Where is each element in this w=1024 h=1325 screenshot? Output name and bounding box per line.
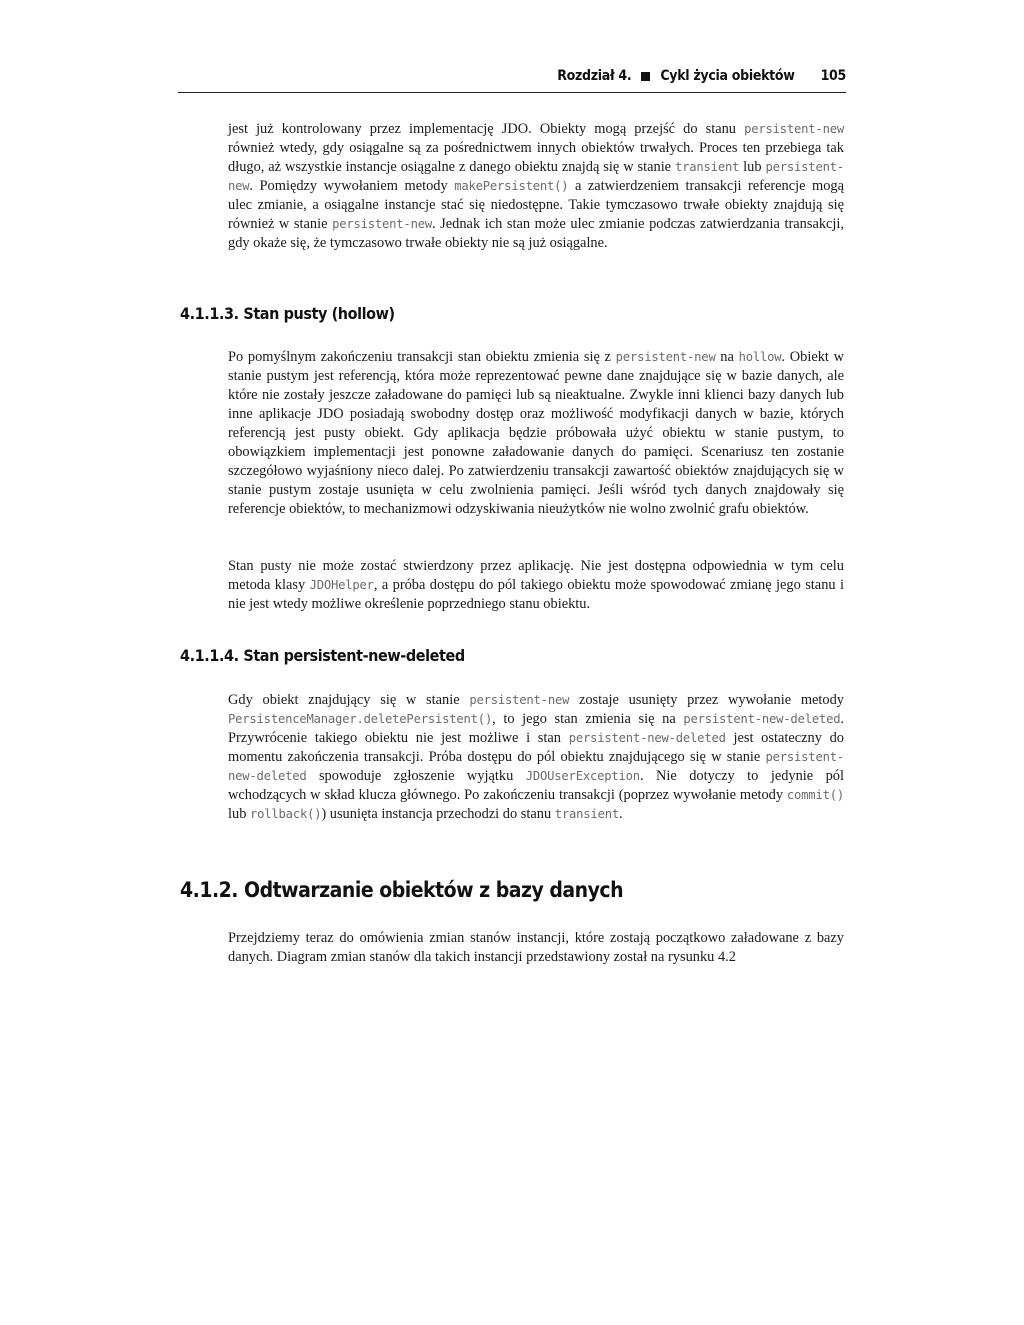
- text-run: Gdy obiekt znajdujący się w stanie: [228, 692, 470, 708]
- text-run: . Przywrócenie takiego obiektu nie jest możliwe i stan: [228, 711, 844, 746]
- code-term: persistent-new-deleted: [228, 750, 844, 783]
- code-term: PersistenceManager.deletePersistent(): [228, 712, 493, 726]
- code-term: persistent-new: [332, 217, 432, 231]
- loading-paragraph: [228, 929, 844, 967]
- hollow-paragraph-1: [228, 348, 844, 519]
- paragraph: [228, 557, 844, 614]
- page-header: [178, 68, 846, 93]
- text-run: lub: [739, 159, 766, 175]
- code-term: transient: [554, 807, 619, 821]
- square-bullet-icon: [641, 72, 650, 81]
- chapter-label: Rozdział 4.: [557, 68, 632, 84]
- text-run: Stan pusty nie może zostać stwierdzony przez aplikację. Nie jest dostępna odpowiednia w tym celu metoda klasy: [228, 558, 844, 593]
- text-run: , a próba dostępu do pól takiego obiektu może spowodować zmianę jego stanu i nie jest wtedy możliwe określenie poprzedniego stanu obiektu.: [228, 577, 844, 612]
- paragraph: [228, 691, 844, 824]
- text-run: .: [619, 806, 623, 822]
- text-run: . Obiekt w stanie pustym jest referencją, która może reprezentować pewne dane znajdujące się w bazie danych, ale które nie zostały jeszcze załadowane do pamięci lub są nieaktualne. Zwykle inni klienci bazy danych lub inne aplikacje JDO posiadają swobodny dostęp oraz możliwość modyfikacji danych w bazie, których referencją jest pusty obiekt. Gdy aplikacja będzie próbowała użyć obiektu w stanie pustym, to obowiązkiem implementacji jest ponowne załadowanie danych do pamięci. Scenariusz ten zostanie szczegółowo wyjaśniony nieco dalej. Po zatwierdzeniu transakcji zawartość obiektów znajdujących się w stanie pustym zostaje usunięta w celu zwolnienia pamięci. Jeśli wśród tych danych znajdowały się referencje obiektów, to mechanizmowi odzyskiwania nieużytków nie wolno zwolnić grafu obiektów.: [228, 349, 844, 517]
- code-term: persistent-new-deleted: [568, 731, 726, 745]
- text-run: . Pomiędzy wywołaniem metody: [249, 178, 455, 194]
- text-run: . Nie dotyczy to jedynie pól wchodzących w skład klucza głównego. Po zakończeniu transakcji (poprzez wywołanie metody: [228, 768, 845, 803]
- section-heading-object-loading: 4.1.2. Odtwarzanie obiektów z bazy danych: [180, 878, 624, 902]
- code-term: JDOUserException: [525, 769, 640, 783]
- page-number: 105: [820, 68, 846, 84]
- code-term: persistent-new-deleted: [683, 712, 841, 726]
- text-run: jest ostateczny do momentu zakończenia transakcji. Próba dostępu do pól obiektu znajdującego się w stanie: [228, 730, 845, 765]
- pnd-paragraph: [228, 691, 844, 824]
- code-term: persistent-new: [469, 693, 570, 707]
- intro-paragraph: [228, 120, 844, 253]
- text-run: . Jednak ich stan może ulec zmianie podczas zatwierdzania transakcji, gdy okaże się, że tymczasowo trwałe obiekty nie są już osiągalne.: [228, 216, 845, 251]
- text-run: również wtedy, gdy osiągalne są za pośrednictwem innych obiektów trwałych. Proces ten przebiega tak długo, aż wszystkie instancje osiągalne z danego obiektu znajdą się w stanie: [228, 140, 844, 175]
- text-run: , to jego stan zmienia się na: [492, 711, 684, 727]
- text-run: Po pomyślnym zakończeniu transakcji stan obiektu zmienia się z: [228, 349, 616, 365]
- paragraph: Przejdziemy teraz do omówienia zmian stanów instancji, które zostają początkowo załadowane z bazy danych. Diagram zmian stanów dla takich instancji przedstawiony został na rysunku 4.2: [228, 930, 844, 965]
- code-term: makePersistent(): [454, 179, 569, 193]
- paragraph: [228, 120, 844, 253]
- section-heading-hollow: 4.1.1.3. Stan pusty (hollow): [180, 304, 395, 323]
- code-term: transient: [675, 160, 740, 174]
- code-term: hollow: [738, 350, 782, 364]
- text-run: na: [715, 349, 739, 365]
- chapter-title: Cykl życia obiektów: [660, 68, 795, 84]
- text-run: jest już kontrolowany przez implementację JDO. Obiekty mogą przejść do stanu: [228, 121, 745, 137]
- code-term: rollback(): [250, 807, 322, 821]
- paragraph: [228, 348, 844, 519]
- text-run: a zatwierdzeniem transakcji referencje mogą ulec zmianie, a osiągalne instancje stać się niedostępne. Takie tymczasowo trwałe obiekty znajdują się również w stanie: [228, 178, 844, 232]
- section-heading-persistent-new-deleted: 4.1.1.4. Stan persistent-new-deleted: [180, 646, 465, 665]
- code-term: persistent-new: [744, 122, 844, 136]
- code-term: commit(): [786, 788, 844, 802]
- code-term: persistent-new: [228, 160, 844, 193]
- code-term: JDOHelper: [309, 578, 374, 592]
- hollow-paragraph-2: [228, 557, 844, 614]
- text-run: lub: [228, 806, 250, 822]
- text-run: ) usunięta instancja przechodzi do stanu: [321, 806, 555, 822]
- text-run: zostaje usunięty przez wywołanie metody: [569, 692, 844, 708]
- text-run: spowoduje zgłoszenie wyjątku: [306, 768, 526, 784]
- code-term: persistent-new: [615, 350, 716, 364]
